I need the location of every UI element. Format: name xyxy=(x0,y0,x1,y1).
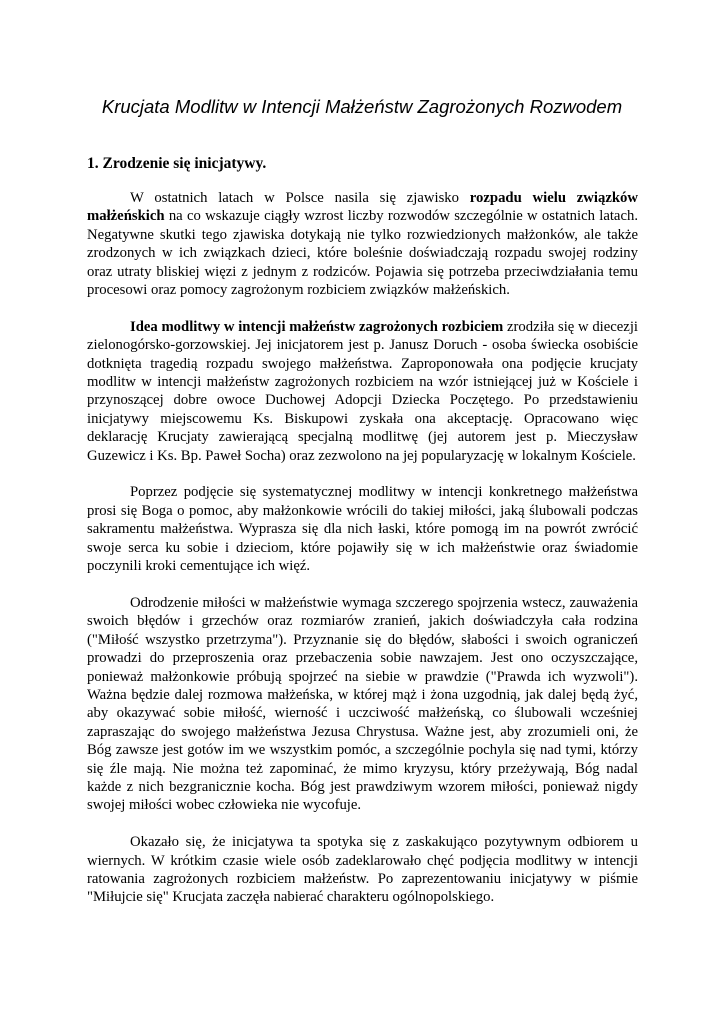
paragraph-5: Okazało się, że inicjatywa ta spotyka się z zaskakująco pozytywnym odbiorem u wiernych. W krótkim czasie wiele osób zadeklarowało chęć podjęcia modlitwy w intencji ratowania zagrożonych rozbiciem małżeństw. Po zaprezentowaniu inicjatywy w piśmie "Miłujcie się" Krucjata zaczęła nabierać charakteru ogólnopolskiego. xyxy=(87,834,638,906)
document-title: Krucjata Modlitw w Intencji Małżeństw Zagrożonych Rozwodem xyxy=(101,96,623,117)
paragraph-2-emphasis: Idea modlitwy w intencji małżeństw zagrożonych rozbiciem xyxy=(130,318,504,335)
document-body xyxy=(87,189,638,925)
paragraph-4: Odrodzenie miłości w małżeństwie wymaga szczerego spojrzenia wstecz, zauważenia swoich błędów i grzechów oraz rozmiarów zranień, jakich doświadczyła cała rodzina ("Miłość wszystko przetrzyma"). Przyznanie się do błędów, słabości i swoich ograniczeń prowadzi do przeproszenia oraz przebaczenia sobie nawzajem. Jest ono oczyszczające, ponieważ małżonkowie próbują spojrzeć na siebie w prawdzie ("Prawda ich wyzwoli"). Ważna będzie dalej rozmowa małżeńska, w której mąż i żona uzgodnią, jak dalej będą żyć, aby okazywać sobie miłość, wierność i uczciwość małżeńską, co ślubowali wcześniej zapraszając do swojego małżeństwa Jezusa Chrystusa. Ważne jest, aby zrozumieli oni, że Bóg zawsze jest gotów im we wszystkim pomóc, a szczególnie pochyla się nad tymi, którzy się źle mają. Nie można też zapominać, że mimo kryzysu, który przeżywają, Bóg nadal każde z nich bezgranicznie kocha. Bóg jest prawdziwym wzorem miłości, ponieważ nigdy swojej miłości wobec człowieka nie wycofuje. xyxy=(87,594,638,814)
paragraph-1-emphasis: rozpadu wielu związków małżeńskich xyxy=(87,190,638,225)
paragraph-2-text-b: zrodziła się w diecezji zielonogórsko-gorzowskiej. Jej inicjatorem jest p. Janusz Doruch - osoba świecka osobiście dotknięta tragedią rozpadu swojego małżeństwa. Zaproponowała ona podjęcie krucjaty modlitw w intencji małżeństw zagrożonych rozbiciem na wzór istniejącej już w Kościele i przynoszącej dobre owoce Duchowej Adopcji Dziecka Poczętego. Po przedstawieniu inicjatywy miejscowemu Ks. Biskupowi zyskała ona akceptację. Opracowano więc deklarację Krucjaty zawierającą specjalną modlitwę (jej autorem jest p. Mieczysław Guzewicz i Ks. Bp. Paweł Socha) oraz zezwolono na jej popularyzację w lokalnym Kościele. xyxy=(87,318,638,464)
paragraph-1-text-a: W ostatnich latach w Polsce nasila się zjawisko xyxy=(130,190,470,206)
paragraph-3: Poprzez podjęcie się systematycznej modlitwy w intencji konkretnego małżeństwa prosi się Boga o pomoc, aby małżonkowie wrócili do takiej miłości, jaką ślubowali podczas sakramentu małżeństwa. Wyprasza się dla nich łaski, które pomogą im na powrót zwrócić swoje serca ku sobie i dzieciom, które pojawiły się w ich małżeństwie oraz świadomie poczynili kroki cementujące ich więź. xyxy=(87,484,638,575)
paragraph-1-text-c: na co wskazuje ciągły wzrost liczby rozwodów szczególnie w ostatnich latach. Negatywne skutki tego zjawiska dotykają nie tylko rozwiedzionych małżonków, ale także zrodzonych w ich związkach dzieci, które boleśnie doświadczają rozpadu swojej rodziny oraz utraty bliskiej więzi z jednym z rodziców. Pojawia się potrzeba przeciwdziałania temu procesowi oraz pomocy zagrożonym rozbiciem związków małżeńskich. xyxy=(87,208,638,299)
section-heading: 1. Zrodzenie się inicjatywy. xyxy=(87,155,267,172)
paragraph-2 xyxy=(87,318,638,465)
paragraph-1 xyxy=(87,189,638,299)
